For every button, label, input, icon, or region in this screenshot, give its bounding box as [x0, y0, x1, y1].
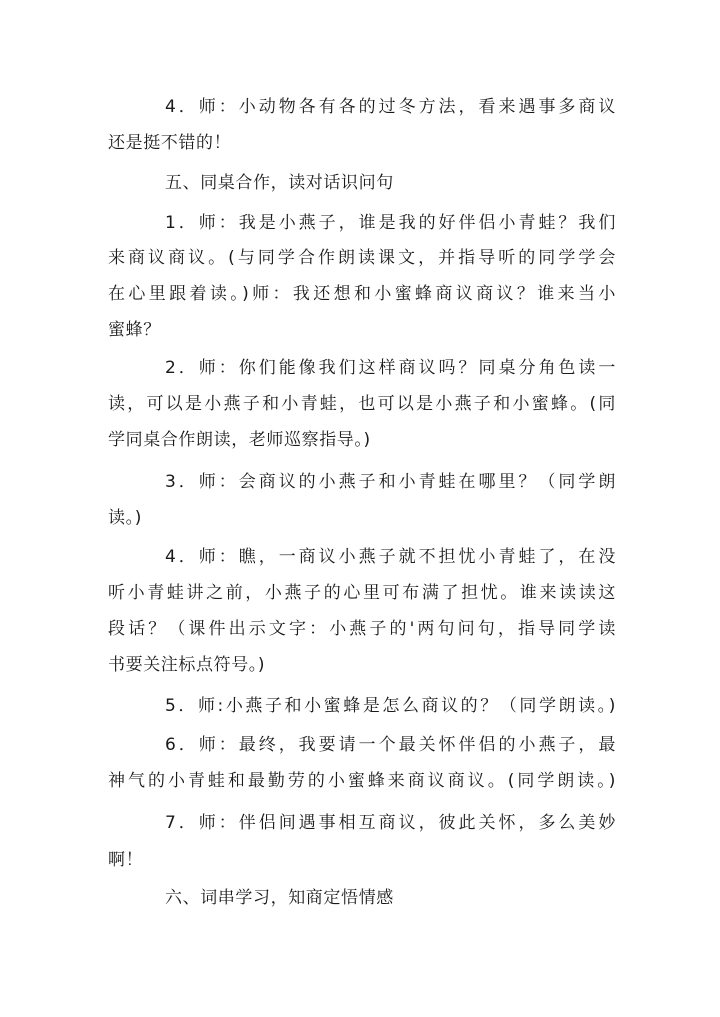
- item-1-line-2: 来商议商议。(与同学合作朗读课文，并指导听的同学学会: [108, 248, 616, 268]
- item-6-line-1: 6．师：最终，我要请一个最关怀伴侣的小燕子，最: [165, 735, 616, 755]
- item-4-line-3: 段话？（课件出示文字：小燕子的'两句问句，指导同学读: [108, 619, 616, 639]
- paragraph-4-line-2: 还是挺不错的！: [108, 133, 232, 153]
- item-7-line-1: 7．师：伴侣间遇事相互商议，彼此关怀，多么美妙: [165, 813, 616, 833]
- item-4-line-4: 书要关注标点符号。): [108, 655, 266, 675]
- paragraph-4-line-1: 4．师：小动物各有各的过冬方法，看来遇事多商议: [165, 97, 616, 117]
- item-3-line-1: 3．师：会商议的小燕子和小青蛙在哪里？（同学朗: [165, 472, 616, 492]
- item-1-line-4: 蜜蜂？: [108, 320, 161, 340]
- item-4-line-2: 听小青蛙讲之前，小燕子的心里可布满了担忧。谁来读读这: [108, 583, 616, 603]
- item-6-line-2: 神气的小青蛙和最勤劳的小蜜蜂来商议商议。(同学朗读。): [108, 771, 616, 791]
- item-1-line-1: 1．师：我是小燕子，谁是我的好伴侣小青蛙？我们: [165, 213, 616, 233]
- item-4-line-1: 4．师：瞧，一商议小燕子就不担忧小青蛙了，在没: [165, 547, 616, 567]
- item-7-line-2: 啊！: [108, 850, 144, 870]
- section-6-heading: 六、词串学习，知商定悟情感: [165, 888, 394, 908]
- item-5-line-1: 5．师:小燕子和小蜜蜂是怎么商议的？（同学朗读。): [165, 696, 616, 716]
- section-5-heading: 五、同桌合作，读对话识问句: [165, 173, 394, 193]
- item-3-line-2: 读。): [108, 508, 142, 528]
- item-2-line-1: 2．师：你们能像我们这样商议吗？同桌分角色读一: [165, 358, 616, 378]
- item-2-line-3: 学同桌合作朗读，老师巡察指导。): [108, 430, 371, 450]
- item-2-line-2: 读，可以是小燕子和小青蛙，也可以是小燕子和小蜜蜂。(同: [108, 394, 616, 414]
- item-1-line-3: 在心里跟着读。)师：我还想和小蜜蜂商议商议？谁来当小: [108, 284, 616, 304]
